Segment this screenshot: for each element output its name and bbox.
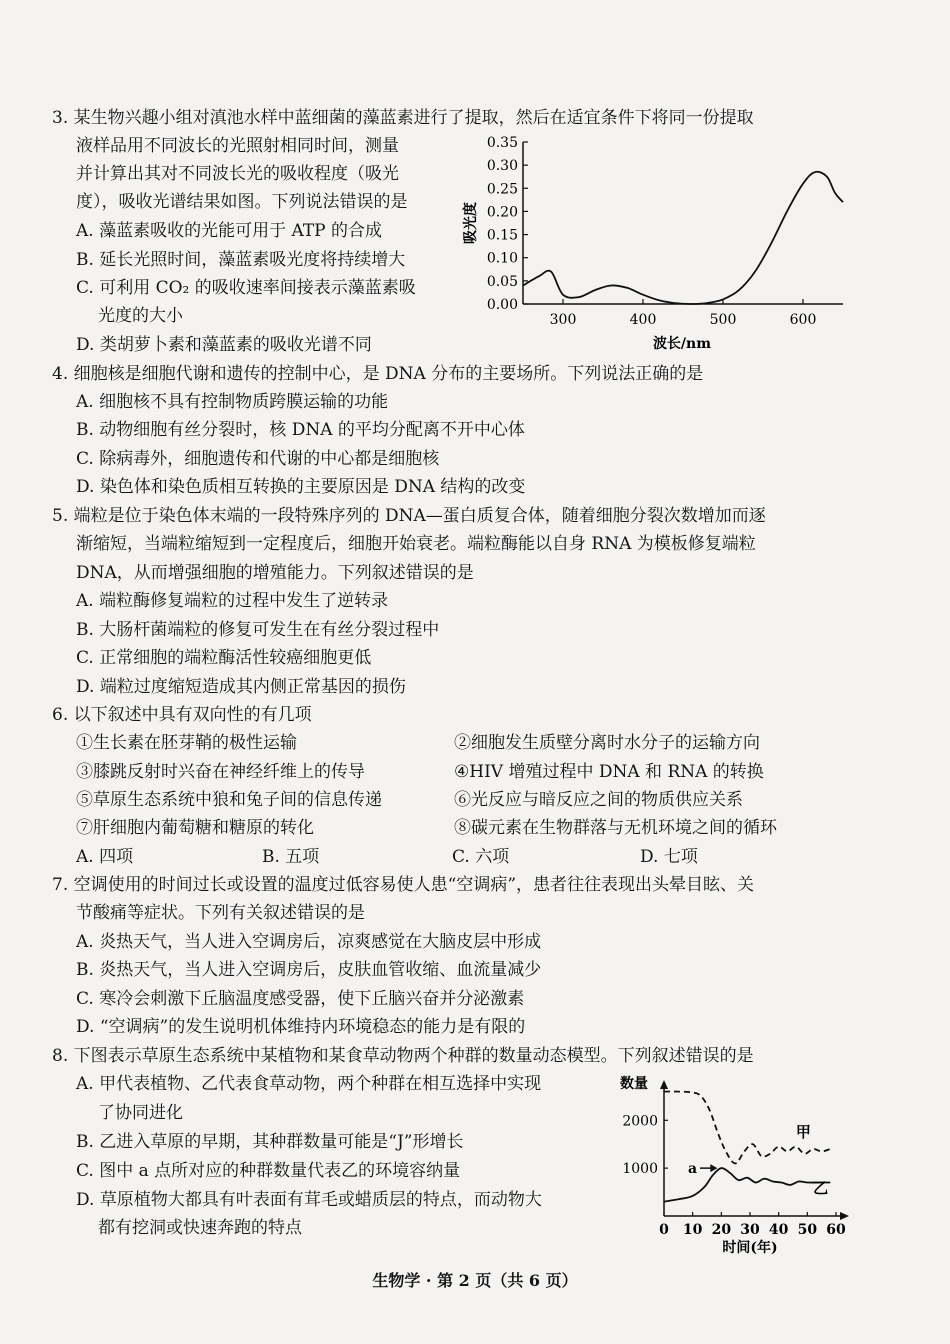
q5-stem-line1: 5. 端粒是位于染色体末端的一段特殊序列的 DNA—蛋白质复合体，随着细胞分裂次数增加而逐 xyxy=(52,506,766,526)
q6-option-b: B. 五项 xyxy=(262,847,320,867)
label-yi: 乙 xyxy=(813,1179,829,1198)
q5-stem-line3: DNA，从而增强细胞的增殖能力。下列叙述错误的是 xyxy=(76,563,474,583)
y-axis-label: 吸光度 xyxy=(463,202,479,244)
y-tick-label: 0.10 xyxy=(486,250,518,267)
q8-option-b: B. 乙进入草原的早期，其种群数量可能是“J”形增长 xyxy=(76,1132,464,1152)
absorption-spectrum-chart xyxy=(455,128,855,358)
y-tick-label: 2000 xyxy=(622,1113,658,1130)
x-axis-arrowhead xyxy=(840,1212,849,1220)
q7-stem-line1: 7. 空调使用的时间过长或设置的温度过低容易使人患“空调病”，患者往往表现出头晕目眩、关 xyxy=(52,875,755,895)
q4-option-b: B. 动物细胞有丝分裂时，核 DNA 的平均分配离不开中心体 xyxy=(76,420,525,440)
q6-option-d: D. 七项 xyxy=(640,847,698,867)
q8-option-c: C. 图中 a 点所对应的种群数量代表乙的环境容纳量 xyxy=(76,1161,461,1181)
q7-option-c: C. 寒冷会刺激下丘脑温度感受器，使下丘脑兴奋并分泌激素 xyxy=(76,989,525,1009)
y-tick-label: 0.25 xyxy=(486,181,518,198)
x-tick-label: 0 xyxy=(659,1222,669,1238)
q3-option-d: D. 类胡萝卜素和藻蓝素的吸收光谱不同 xyxy=(76,335,372,355)
q4-stem: 4. 细胞核是细胞代谢和遗传的控制中心，是 DNA 分布的主要场所。下列说法正确的是 xyxy=(52,364,704,384)
q6-item-2: ②细胞发生质壁分离时水分子的运输方向 xyxy=(454,733,760,753)
point-a-label: a xyxy=(688,1161,698,1178)
q7-option-d: D. “空调病”的发生说明机体维持内环境稳态的能力是有限的 xyxy=(76,1017,526,1037)
x-tick-label: 20 xyxy=(711,1222,732,1238)
q6-option-a: A. 四项 xyxy=(76,847,134,867)
q5-option-b: B. 大肠杆菌端粒的修复可发生在有丝分裂过程中 xyxy=(76,620,440,640)
q6-item-8: ⑧碳元素在生物群落与无机环境之间的循环 xyxy=(454,818,777,838)
y-tick-label: 0.05 xyxy=(486,273,518,290)
y-tick-label: 0.15 xyxy=(486,227,518,244)
q5-option-c: C. 正常细胞的端粒酶活性较癌细胞更低 xyxy=(76,648,372,668)
y-tick-label: 0.20 xyxy=(486,204,518,221)
q6-option-c: C. 六项 xyxy=(452,847,510,867)
q3-stem-line4: 度），吸收光谱结果如图。下列说法错误的是 xyxy=(76,192,408,212)
x-tick-label: 40 xyxy=(768,1222,789,1238)
q6-stem: 6. 以下叙述中具有双向性的有几项 xyxy=(52,705,312,725)
x-axis-label: 时间(年) xyxy=(722,1240,778,1256)
q8-option-d-line2: 都有挖洞或快速奔跑的特点 xyxy=(98,1218,302,1238)
q3-stem-line2: 液样品用不同波长的光照射相同时间，测量 xyxy=(76,136,399,156)
q5-stem-line2: 渐缩短，当端粒缩短到一定程度后，细胞开始衰老。端粒酶能以自身 RNA 为模板修复端粒 xyxy=(76,534,756,554)
q5-option-d: D. 端粒过度缩短造成其内侧正常基因的损伤 xyxy=(76,677,406,697)
q8-option-a-line2: 了协同进化 xyxy=(98,1103,183,1123)
q7-stem-line2: 节酸痛等症状。下列有关叙述错误的是 xyxy=(76,903,365,923)
q6-item-4: ④HIV 增殖过程中 DNA 和 RNA 的转换 xyxy=(454,762,764,782)
x-tick-label: 500 xyxy=(709,312,737,328)
q4-option-a: A. 细胞核不具有控制物质跨膜运输的功能 xyxy=(76,392,389,412)
x-tick-label: 400 xyxy=(629,312,657,328)
x-tick-label: 600 xyxy=(789,312,817,328)
y-tick-label: 0.00 xyxy=(486,297,518,313)
q6-item-5: ⑤草原生态系统中狼和兔子间的信息传递 xyxy=(76,790,382,810)
y-axis-arrowhead xyxy=(660,1080,668,1089)
label-jia: 甲 xyxy=(795,1123,811,1142)
x-tick-label: 60 xyxy=(826,1222,846,1238)
absorption-curve xyxy=(523,172,843,304)
x-tick-label: 30 xyxy=(740,1222,760,1238)
q8-stem: 8. 下图表示草原生态系统中某植物和某食草动物两个种群的数量动态模型。下列叙述错误的是 xyxy=(52,1046,754,1066)
q6-item-3: ③膝跳反射时兴奋在神经纤维上的传导 xyxy=(76,762,365,782)
q8-option-a-line1: A. 甲代表植物、乙代表食草动物，两个种群在相互选择中实现 xyxy=(76,1074,542,1094)
x-tick-label: 50 xyxy=(797,1222,818,1238)
q6-item-7: ⑦肝细胞内葡萄糖和糖原的转化 xyxy=(76,818,314,838)
y-tick-label: 1000 xyxy=(622,1161,658,1178)
q7-option-b: B. 炎热天气，当人进入空调房后，皮肤血管收缩、血流量减少 xyxy=(76,960,542,980)
population-dynamics-chart xyxy=(612,1070,862,1260)
q6-item-6: ⑥光反应与暗反应之间的物质供应关系 xyxy=(454,790,743,810)
y-tick-label: 0.30 xyxy=(486,158,518,175)
y-tick-label: 0.35 xyxy=(486,135,518,151)
y-axis-label: 数量 xyxy=(620,1076,648,1092)
q5-option-a: A. 端粒酶修复端粒的过程中发生了逆转录 xyxy=(76,591,389,611)
x-tick-label: 300 xyxy=(549,312,577,328)
q4-option-c: C. 除病毒外，细胞遗传和代谢的中心都是细胞核 xyxy=(76,449,440,469)
q3-option-a: A. 藻蓝素吸收的光能可用于 ATP 的合成 xyxy=(76,221,383,241)
page-footer: 生物学 · 第 2 页（共 6 页） xyxy=(372,1271,578,1290)
q3-option-c-line1: C. 可利用 CO₂ 的吸收速率间接表示藻蓝素吸 xyxy=(76,278,416,298)
x-tick-label: 10 xyxy=(682,1222,703,1238)
q3-stem-line1: 3. 某生物兴趣小组对滇池水样中蓝细菌的藻蓝素进行了提取，然后在适宜条件下将同一份提取 xyxy=(52,108,754,128)
q3-option-b: B. 延长光照时间，藻蓝素吸光度将持续增大 xyxy=(76,250,406,270)
q3-option-c-line2: 光度的大小 xyxy=(98,306,183,326)
q4-option-d: D. 染色体和染色质相互转换的主要原因是 DNA 结构的改变 xyxy=(76,477,526,497)
x-axis-label: 波长/nm xyxy=(652,336,712,352)
q6-item-1: ①生长素在胚芽鞘的极性运输 xyxy=(76,733,297,753)
q7-option-a: A. 炎热天气，当人进入空调房后，凉爽感觉在大脑皮层中形成 xyxy=(76,932,542,952)
q8-option-d-line1: D. 草原植物大都具有叶表面有茸毛或蜡质层的特点，而动物大 xyxy=(76,1190,542,1210)
q3-stem-line3: 并计算出其对不同波长光的吸收程度（吸光 xyxy=(76,164,399,184)
